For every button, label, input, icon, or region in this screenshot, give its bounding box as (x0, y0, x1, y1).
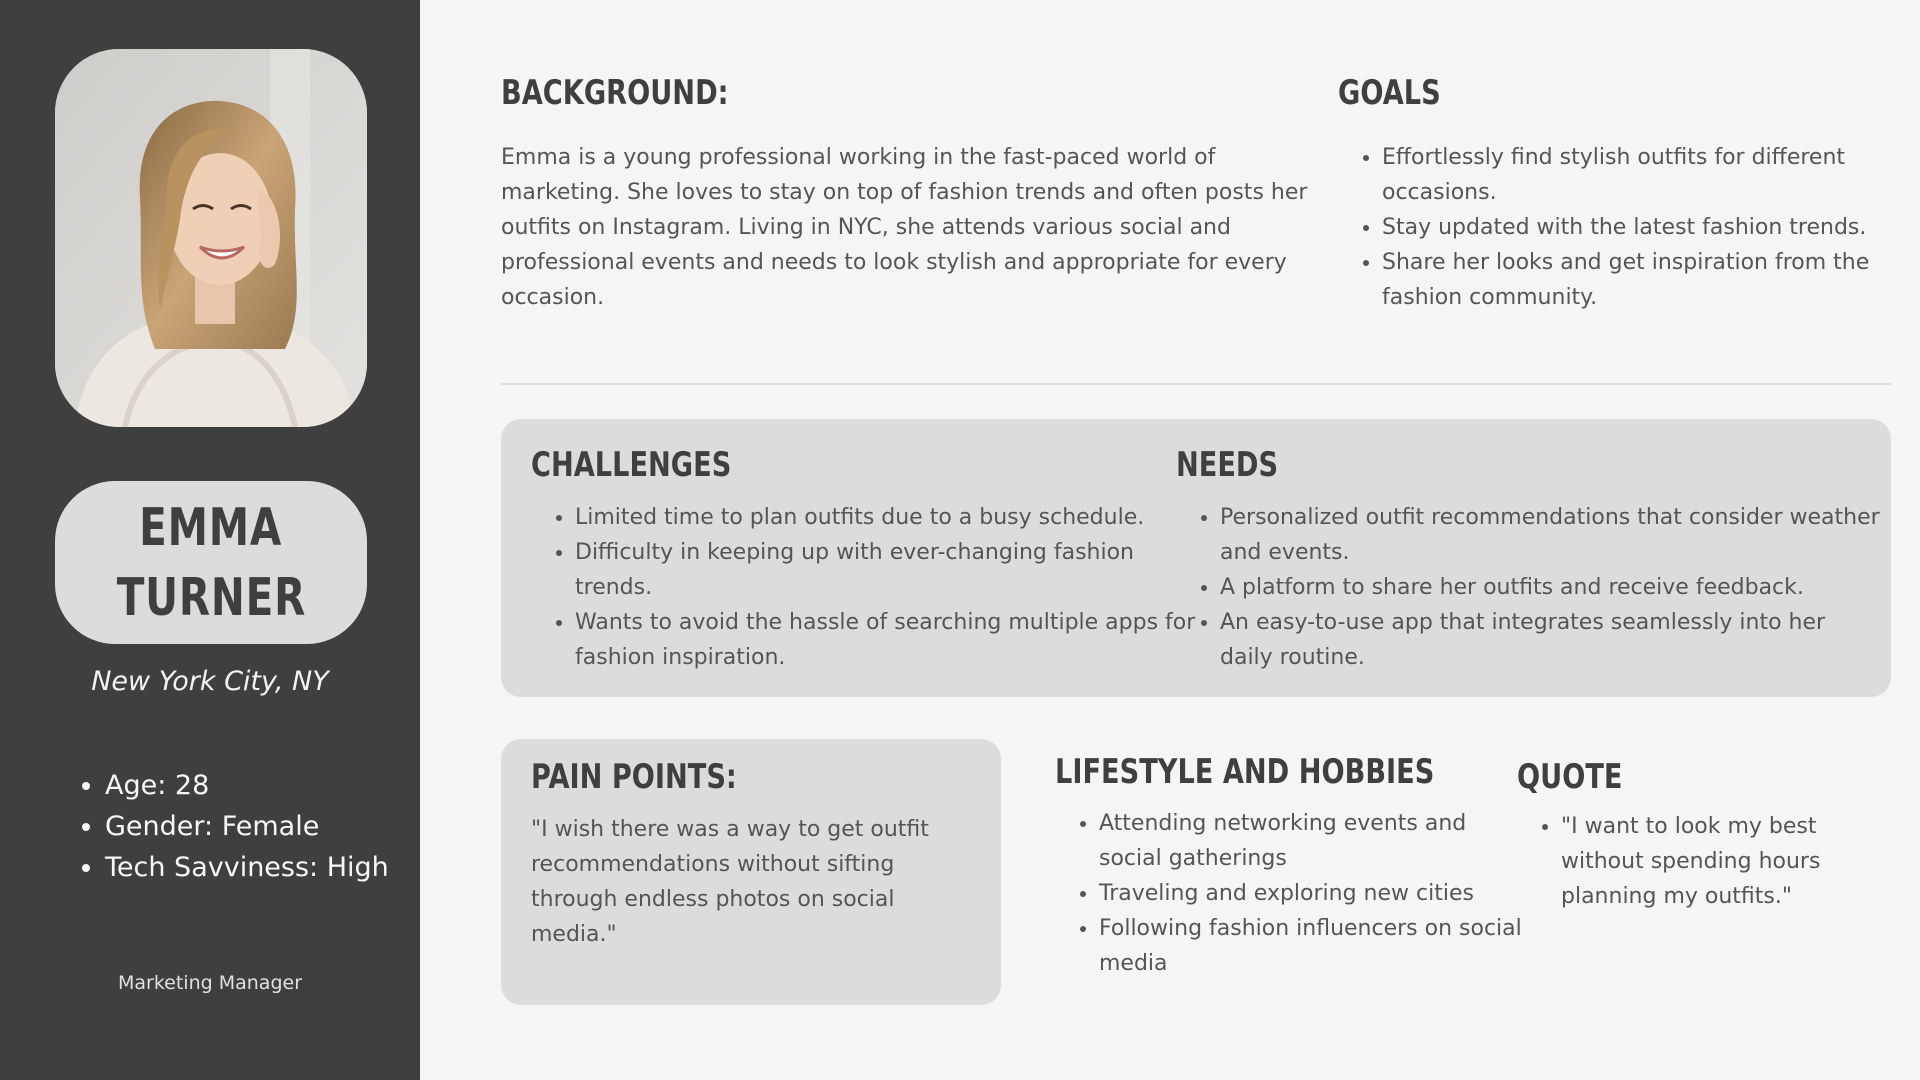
pain-points-text: "I wish there was a way to get outfit recommendations without sifting through endless photos on social media." (531, 817, 929, 947)
profile-facts (62, 765, 389, 888)
background-text: Emma is a young professional working in the fast-paced world of marketing. She loves to stay on top of fashion trends and often posts her outfits on Instagram. Living in NYC, she attends various social and professional events and needs to look stylish and appropriate for every occasion. (501, 145, 1308, 310)
list-item: • "I want to look my best without spending hours planning my outfits." (1561, 809, 1891, 914)
list-item: • Stay updated with the latest fashion trends. (1382, 210, 1902, 245)
profile-photo (55, 49, 367, 427)
list-item: • A platform to share her outfits and receive feedback. (1220, 570, 1880, 605)
section-divider (501, 383, 1891, 385)
location: New York City, NY (91, 666, 329, 697)
challenges-list (531, 500, 1205, 675)
list-item: • Wants to avoid the hassle of searching multiple apps for fashion inspiration. (575, 605, 1205, 675)
challenges-heading: CHALLENGES (531, 445, 732, 485)
needs-list (1176, 500, 1880, 675)
lifestyle-list (1055, 806, 1529, 981)
name-badge (55, 481, 367, 644)
quote-list (1517, 809, 1891, 914)
list-item: • Difficulty in keeping up with ever-changing fashion trends. (575, 535, 1205, 605)
pain-points-heading: PAIN POINTS: (531, 757, 737, 797)
fact-gender: • Gender: Female (105, 806, 389, 847)
fact-tech-savviness: • Tech Savviness: High (105, 847, 389, 888)
needs-heading: NEEDS (1176, 445, 1279, 485)
job-title: Marketing Manager (117, 972, 303, 994)
lifestyle-heading: LIFESTYLE AND HOBBIES (1055, 752, 1435, 792)
quote-heading: QUOTE (1517, 757, 1623, 797)
list-item: • Share her looks and get inspiration from the fashion community. (1382, 245, 1902, 315)
profile-sidebar (0, 0, 420, 1080)
list-item: • Following fashion influencers on social media (1099, 911, 1529, 981)
fact-age: • Age: 28 (105, 765, 389, 806)
list-item: • Attending networking events and social gatherings (1099, 806, 1529, 876)
list-item: • Limited time to plan outfits due to a busy schedule. (575, 500, 1205, 535)
list-item: • Traveling and exploring new cities (1099, 876, 1529, 911)
list-item: • An easy-to-use app that integrates seamlessly into her daily routine. (1220, 605, 1880, 675)
last-name: TURNER (116, 567, 306, 628)
background-heading: BACKGROUND: (501, 73, 729, 113)
list-item: • Effortlessly find stylish outfits for different occasions. (1382, 140, 1902, 210)
goals-list (1338, 140, 1902, 315)
first-name: EMMA (139, 497, 283, 558)
goals-heading: GOALS (1338, 73, 1441, 113)
list-item: • Personalized outfit recommendations that consider weather and events. (1220, 500, 1880, 570)
